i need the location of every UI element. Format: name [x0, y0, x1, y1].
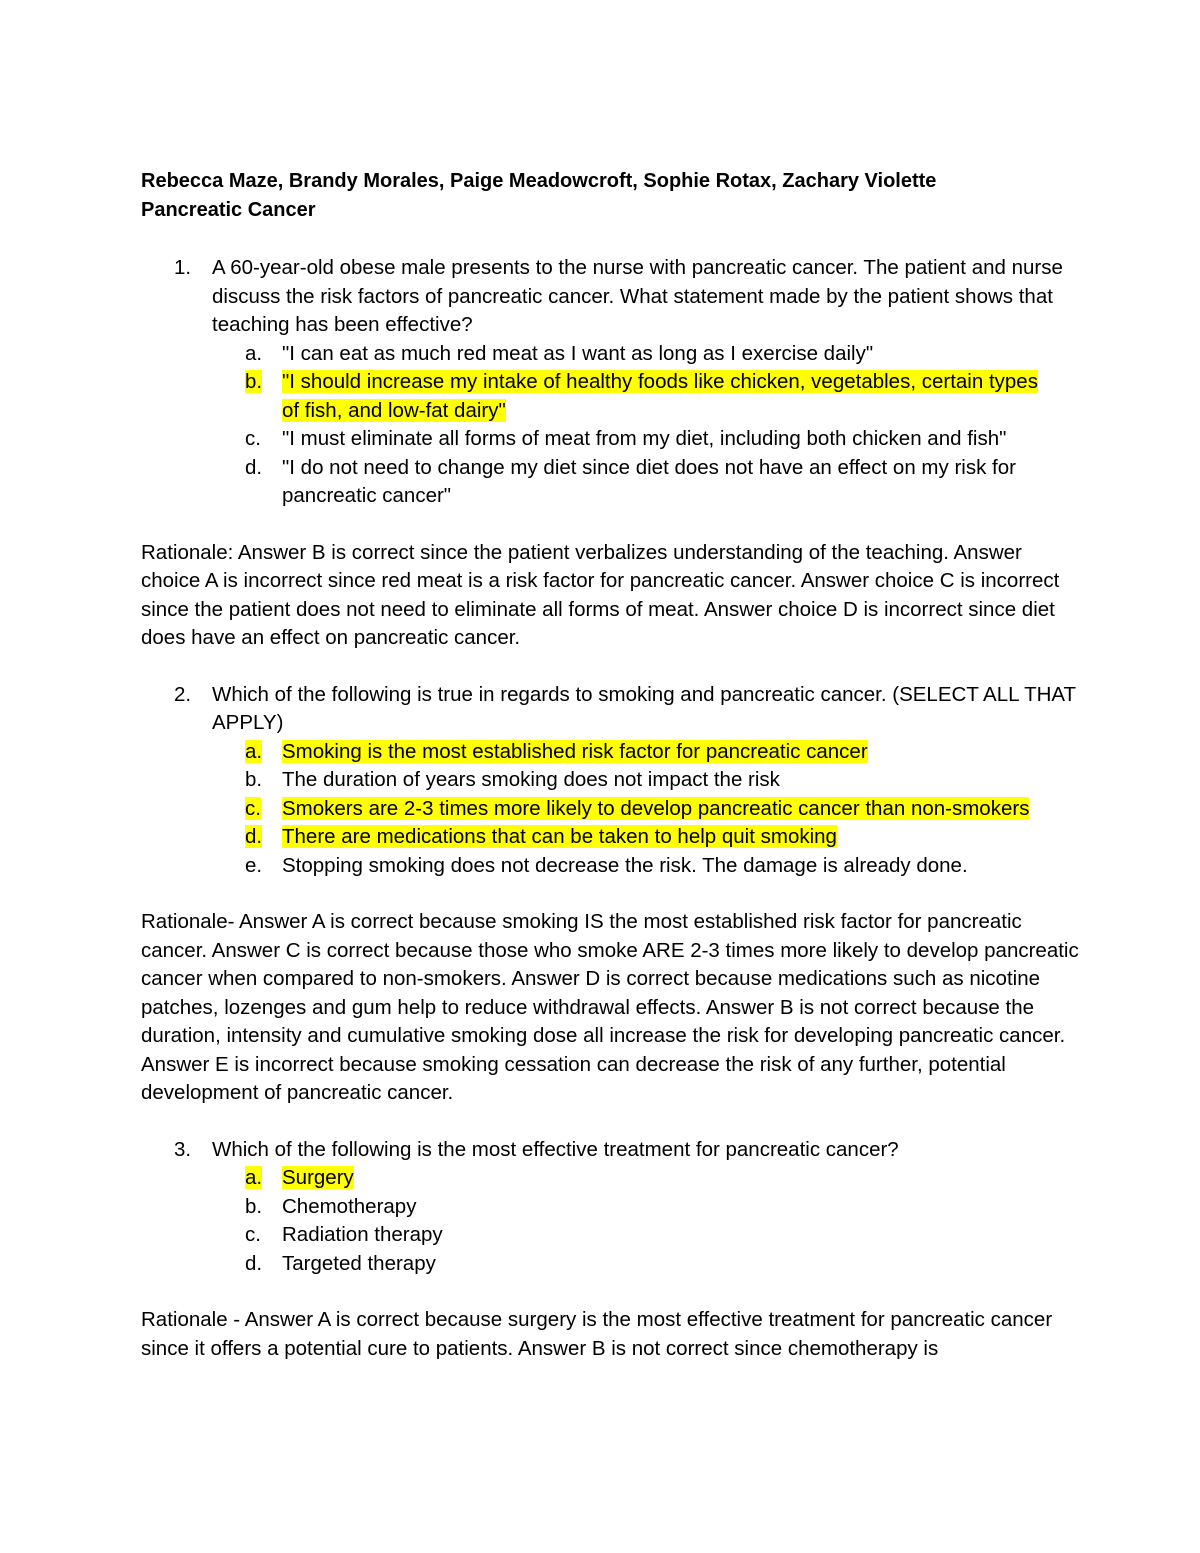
question [174, 254, 1081, 340]
option-letter: a. [245, 1166, 263, 1189]
option-letter: c. [245, 796, 261, 820]
answer-option [245, 454, 1081, 511]
option-letter: e. [245, 853, 263, 877]
document-page [141, 167, 1081, 1391]
answer-options [141, 340, 1081, 511]
question-number: 2. [174, 682, 192, 706]
option-text: Stopping smoking does not decrease the risk. The damage is already done. [282, 853, 968, 877]
answer-option-correct [245, 823, 1081, 852]
option-letter: d. [245, 455, 263, 479]
option-letter: c. [245, 1223, 261, 1246]
option-text-highlighted: "I should increase my intake of healthy foods like chicken, vegetables, certain types of fish, and low-fat dairy" [282, 370, 1038, 422]
question [174, 681, 1081, 738]
question [174, 1136, 1081, 1165]
option-letter: b. [245, 1194, 263, 1218]
answer-options [141, 1164, 1081, 1278]
option-letter: c. [245, 427, 261, 450]
question-block [141, 1136, 1081, 1364]
option-letter: b. [245, 768, 263, 791]
answer-option [245, 1250, 1081, 1279]
option-letter: b. [245, 370, 263, 393]
answer-options [141, 738, 1081, 881]
answer-option-correct [245, 1164, 1081, 1193]
question-block [141, 254, 1081, 653]
option-text-highlighted: There are medications that can be taken to help quit smoking [282, 825, 837, 848]
option-text: Targeted therapy [282, 1251, 436, 1275]
answer-option-correct [245, 368, 1081, 425]
question-text: Which of the following is the most effective treatment for pancreatic cancer? [212, 1137, 899, 1161]
document-title: Pancreatic Cancer [141, 199, 316, 221]
question-number: 1. [174, 256, 192, 279]
option-text-highlighted: Surgery [282, 1166, 354, 1189]
option-text: "I do not need to change my diet since diet does not have an effect on my risk for pancreatic cancer" [282, 455, 1016, 507]
authors-line: Rebecca Maze, Brandy Morales, Paige Meadowcroft, Sophie Rotax, Zachary Violette [141, 170, 937, 192]
option-letter: d. [245, 1251, 263, 1275]
answer-option [245, 766, 1081, 795]
option-text-highlighted: Smokers are 2-3 times more likely to develop pancreatic cancer than non-smokers [282, 796, 1030, 820]
rationale-paragraph: Rationale: Answer B is correct since the patient verbalizes understanding of the teaching. Answer choice A is incorrect since red meat is a risk factor for pancreatic cancer. Answer choice C is incorrect since the patient does not need to eliminate all forms of meat. Answer choice D is incorrect since diet does have an effect on pancreatic cancer. [141, 540, 1060, 649]
answer-option [245, 1221, 1081, 1250]
option-text: The duration of years smoking does not impact the risk [282, 768, 780, 791]
question-block [141, 681, 1081, 1108]
answer-option-correct [245, 795, 1081, 824]
option-letter: d. [245, 825, 263, 848]
option-text: "I must eliminate all forms of meat from my diet, including both chicken and fish" [282, 427, 1007, 450]
answer-option [245, 425, 1081, 454]
question-text: A 60-year-old obese male presents to the nurse with pancreatic cancer. The patient and nurse discuss the risk factors of pancreatic cancer. What statement made by the patient shows that teaching has been effective? [212, 256, 1063, 336]
answer-option [245, 340, 1081, 369]
option-text: Radiation therapy [282, 1223, 443, 1246]
answer-option [245, 852, 1081, 881]
answer-option [245, 1193, 1081, 1222]
option-text: Chemotherapy [282, 1194, 417, 1218]
question-number: 3. [174, 1137, 192, 1161]
option-letter: a. [245, 341, 263, 365]
option-text-highlighted: Smoking is the most established risk factor for pancreatic cancer [282, 739, 868, 763]
answer-option-correct [245, 738, 1081, 767]
option-text: "I can eat as much red meat as I want as long as I exercise daily" [282, 341, 874, 365]
rationale-paragraph: Rationale - Answer A is correct because surgery is the most effective treatment for pancreatic cancer since it offers a potential cure to patients. Answer B is not correct since chemotherapy is [141, 1308, 1053, 1360]
question-text: Which of the following is true in regards to smoking and pancreatic cancer. (SELECT ALL THAT APPLY) [212, 682, 1076, 734]
option-letter: a. [245, 739, 263, 763]
rationale-paragraph: Rationale- Answer A is correct because smoking IS the most established risk factor for pancreatic cancer. Answer C is correct because those who smoke ARE 2-3 times more likely to develop pancreatic cancer when compared to non-smokers. Answer D is correct because medications such as nicotine patches, lozenges and gum help to reduce withdrawal effects. Answer B is not correct because the duration, intensity and cumulative smoking dose all increase the risk for developing pancreatic cancer. Answer E is incorrect because smoking cessation can decrease the risk of any further, potential development of pancreatic cancer. [141, 910, 1079, 1104]
